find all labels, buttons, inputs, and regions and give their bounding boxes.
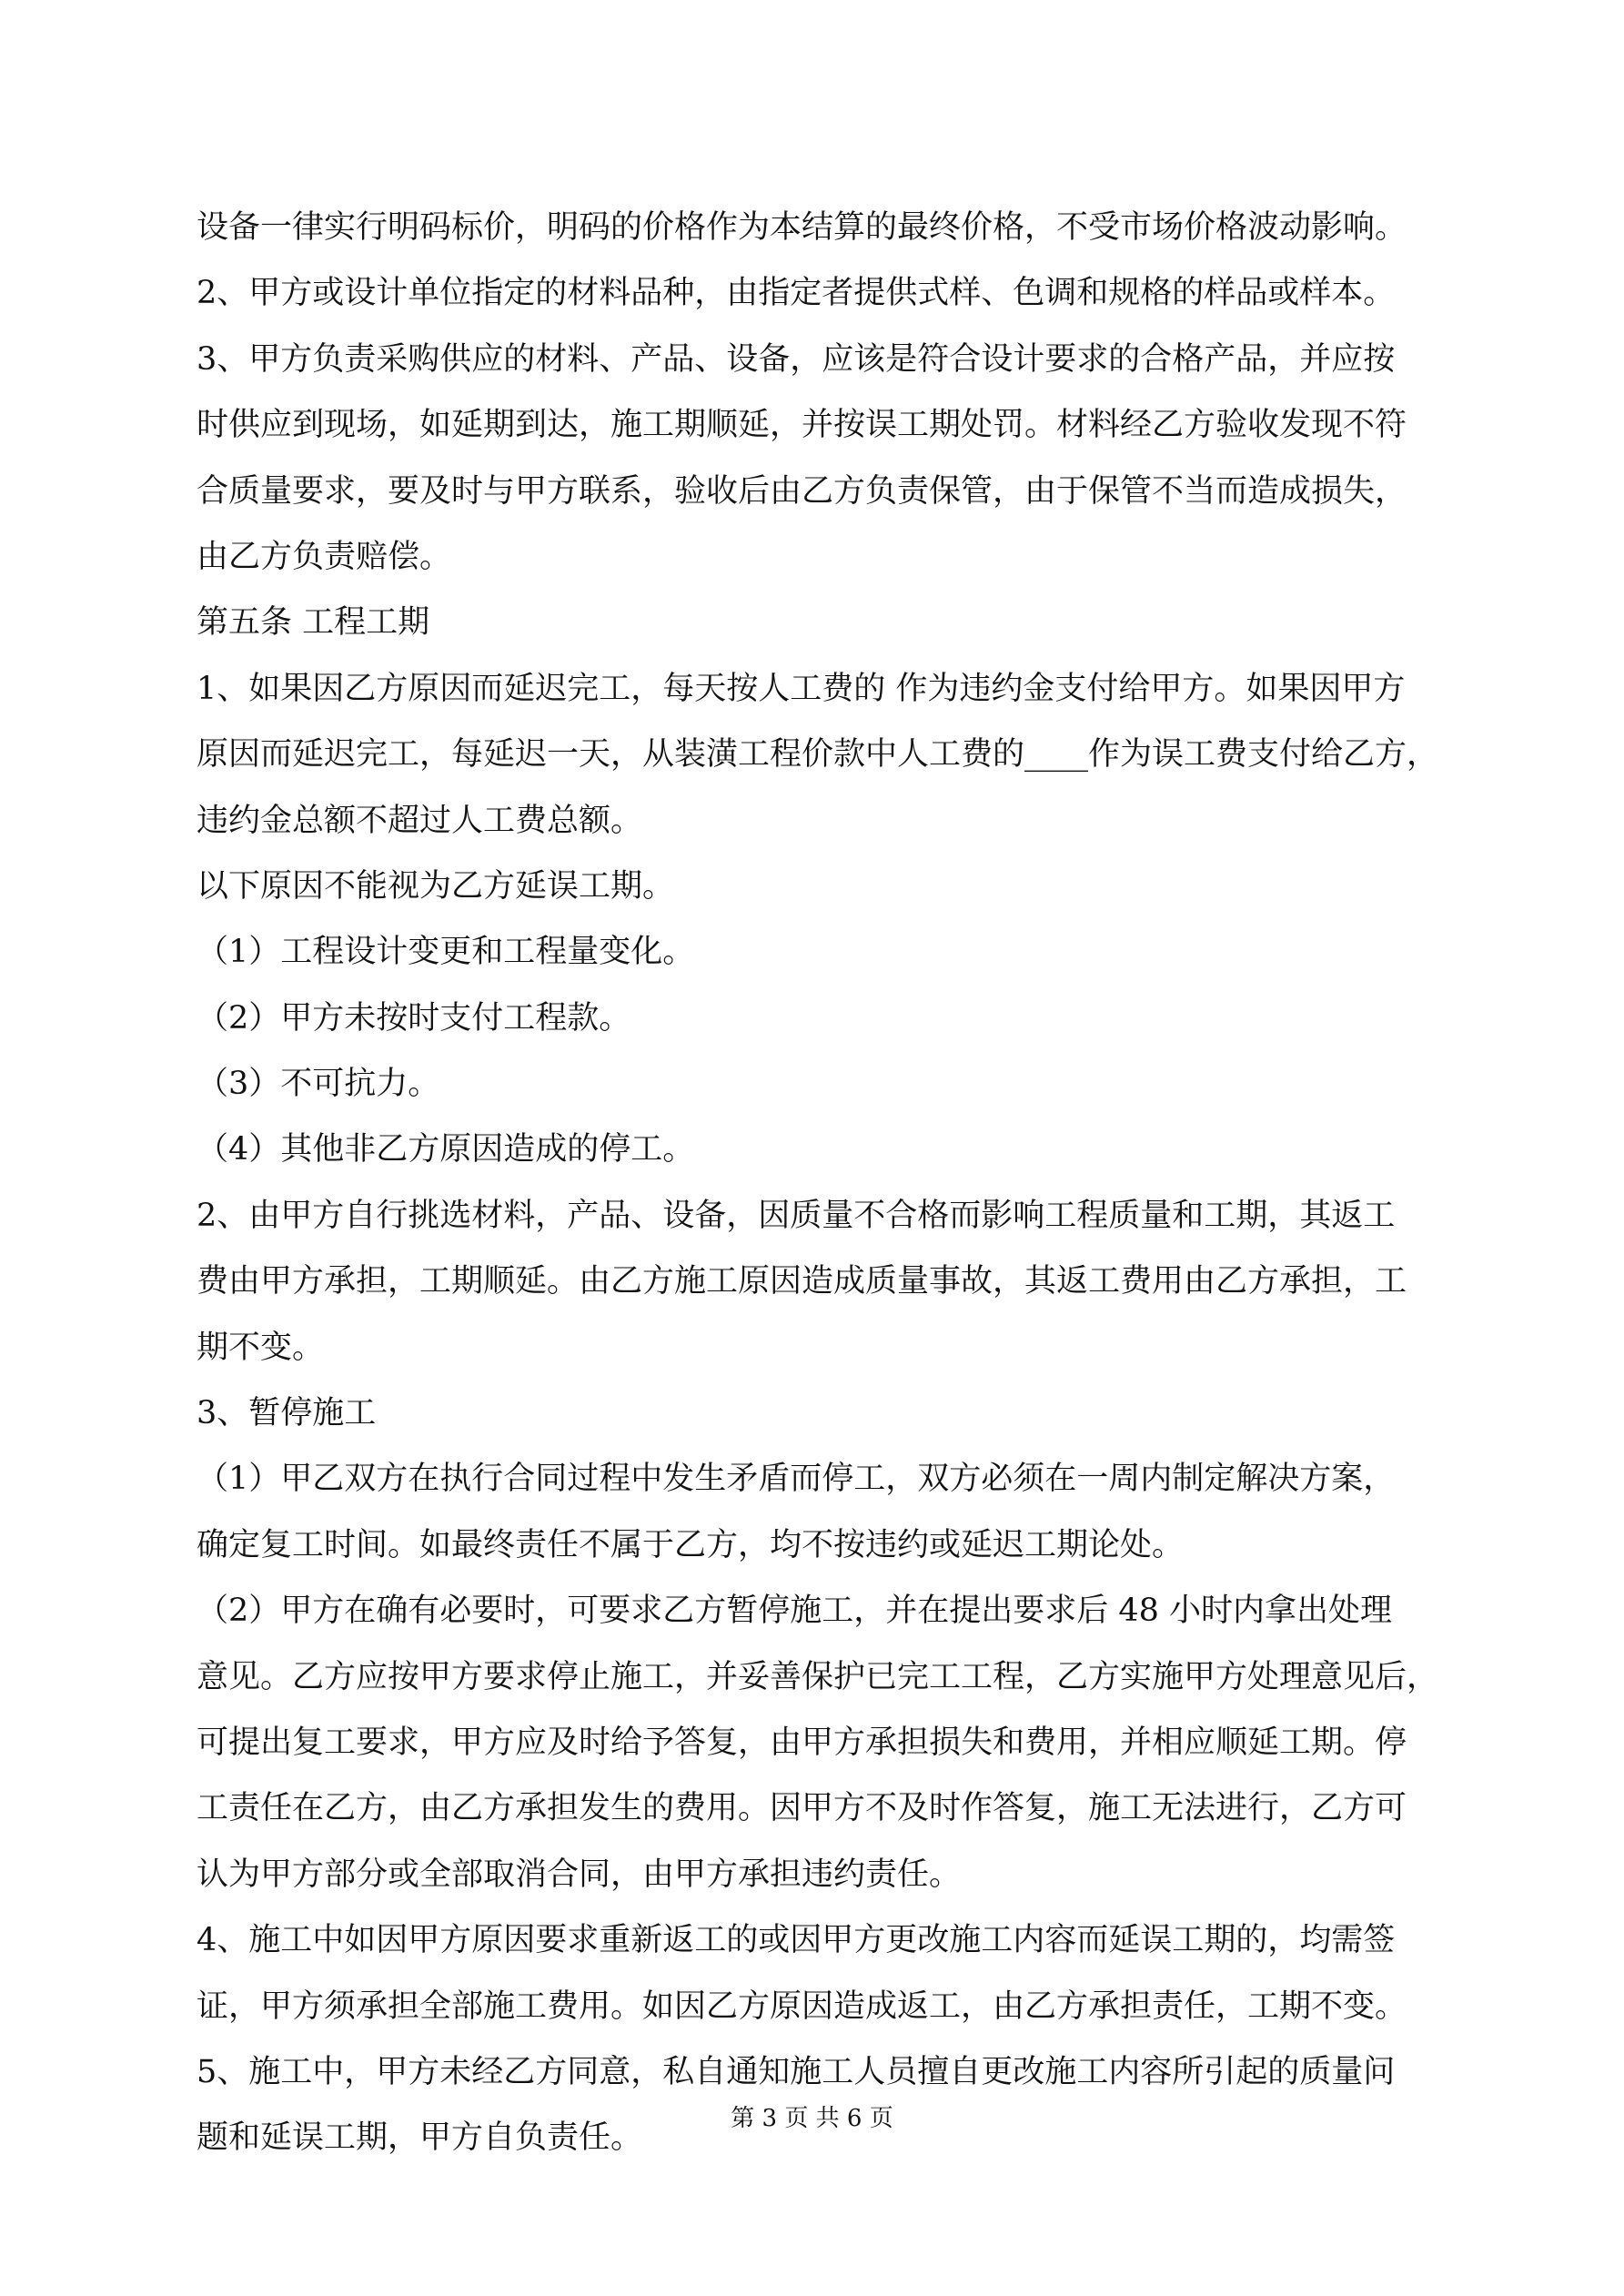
- text-line: 设备一律实行明码标价，明码的价格作为本结算的最终价格，不受市场价格波动影响。: [197, 209, 1407, 246]
- list-item: （2）甲方在确有必要时，可要求乙方暂停施工，并在提出要求后 48 小时内拿出处理: [197, 1593, 1393, 1630]
- text-line: 意见。乙方应按甲方要求停止施工，并妥善保护已完工工程，乙方实施甲方处理意见后，: [197, 1658, 1439, 1695]
- text-line: 5、施工中，甲方未经乙方同意，私自通知施工人员擅自更改施工内容所引起的质量问: [197, 2053, 1396, 2090]
- section-heading: 第五条 工程工期: [197, 604, 430, 642]
- list-item: （4）其他非乙方原因造成的停工。: [197, 1131, 695, 1168]
- text-line: 2、由甲方自行挑选材料，产品、设备，因质量不合格而影响工程质量和工期，其返工: [197, 1197, 1396, 1234]
- text-line: 违约金总额不超过人工费总额。: [197, 802, 643, 839]
- text-line: 由乙方负责赔偿。: [197, 538, 452, 575]
- text-line: 确定复工时间。如最终责任不属于乙方，均不按违约或延迟工期论处。: [197, 1526, 1185, 1563]
- text-line: 证，甲方须承担全部施工费用。如因乙方原因造成返工，由乙方承担责任，工期不变。: [197, 1988, 1407, 2025]
- text-line: 合质量要求，要及时与甲方联系，验收后由乙方负责保管，由于保管不当而造成损失，: [197, 472, 1407, 510]
- text-line: 以下原因不能视为乙方延误工期。: [197, 867, 675, 905]
- document-body: [197, 195, 1443, 2171]
- subsection-heading: 3、暂停施工: [197, 1395, 377, 1432]
- list-item: （1）工程设计变更和工程量变化。: [197, 934, 695, 971]
- text-line: 费由甲方承担，工期顺延。由乙方施工原因造成质量事故，其返工费用由乙方承担，工: [197, 1263, 1407, 1300]
- text-line: 期不变。: [197, 1329, 325, 1366]
- text-line: 3、甲方负责采购供应的材料、产品、设备，应该是符合设计要求的合格产品，并应按: [197, 340, 1396, 378]
- text-line: 4、施工中如因甲方原因要求重新返工的或因甲方更改施工内容而延误工期的，均需签: [197, 1922, 1396, 1959]
- list-item: （3）不可抗力。: [197, 1066, 440, 1103]
- page-number-footer: 第 3 页 共 6 页: [731, 2105, 893, 2132]
- text-line: 1、如果因乙方原因而延迟完工，每天按人工费的 作为违约金支付给甲方。如果因甲方: [197, 670, 1406, 707]
- text-line: 原因而延迟完工，每延迟一天，从装潢工程价款中人工费的____作为误工费支付给乙方，: [197, 736, 1439, 774]
- text-line: 2、甲方或设计单位指定的材料品种，由指定者提供式样、色调和规格的样品或样本。: [197, 275, 1396, 312]
- text-line: 可提出复工要求，甲方应及时给予答复，由甲方承担损失和费用，并相应顺延工期。停: [197, 1724, 1407, 1761]
- text-line: 时供应到现场，如延期到达，施工期顺延，并按误工期处罚。材料经乙方验收发现不符: [197, 407, 1407, 444]
- list-item: （2）甲方未按时支付工程款。: [197, 999, 631, 1037]
- text-line: 工责任在乙方，由乙方承担发生的费用。因甲方不及时作答复，施工无法进行，乙方可: [197, 1790, 1407, 1827]
- text-line: 认为甲方部分或全部取消合同，由甲方承担违约责任。: [197, 1856, 962, 1893]
- list-item: （1）甲乙双方在执行合同过程中发生矛盾而停工，双方必须在一周内制定解决方案，: [197, 1461, 1396, 1498]
- text-line: 题和延误工期，甲方自负责任。: [197, 2119, 643, 2157]
